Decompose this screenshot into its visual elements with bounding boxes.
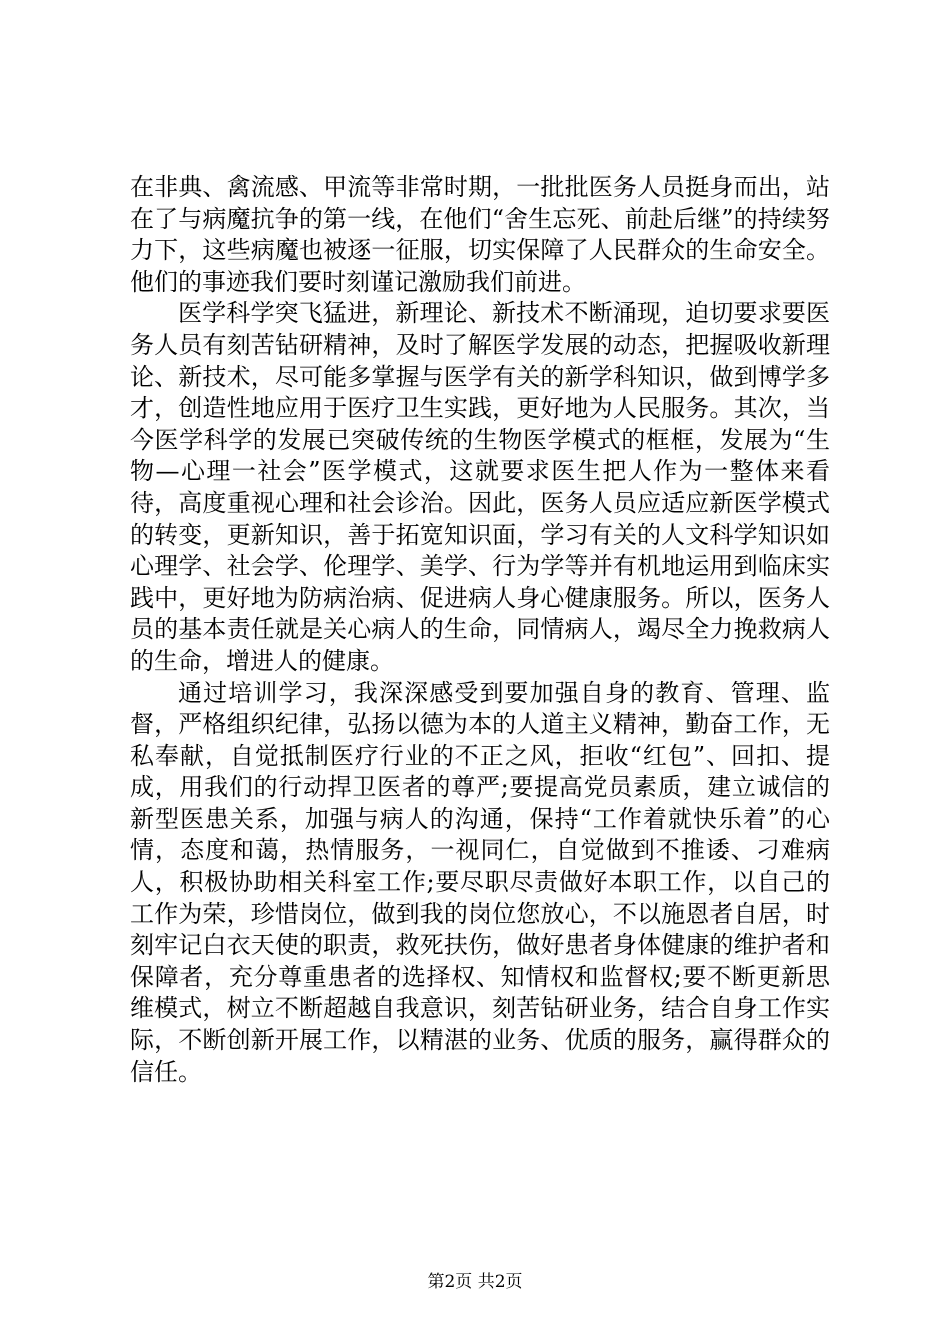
page-footer	[0, 1271, 950, 1293]
paragraph-3: 通过培训学习，我深深感受到要加强自身的教育、管理、监督，严格组织纪律，弘扬以德为本的人道主义精神，勤奋工作，无私奉献，自觉抵制医疗行业的不正之风，拒收“红包”、回扣、提成，用我们的行动捍卫医者的尊严;要提高党员素质，建立诚信的新型医患关系，加强与病人的沟通，保持“工作着就快乐着”的心情，态度和蔼，热情服务，一视同仁，自觉做到不推诿、刁难病人，积极协助相关科室工作;要尽职尽责做好本职工作，以自己的工作为荣，珍惜岗位，做到我的岗位您放心，不以施恩者自居，时刻牢记白衣天使的职责，救死扶伤，做好患者身体健康的维护者和保障者，充分尊重患者的选择权、知情权和监督权;要不断更新思维模式，树立不断超越自我意识，刻苦钻研业务，结合自身工作实际，不断创新开展工作，以精湛的业务、优质的服务，赢得群众的信任。	[130, 678, 830, 1086]
page-number: 第2页 共2页	[427, 1272, 523, 1292]
paragraph-2: 医学科学突飞猛进，新理论、新技术不断涌现，迫切要求要医务人员有刻苦钻研精神，及时了解医学发展的动态，把握吸收新理论、新技术，尽可能多掌握与医学有关的新学科知识，做到博学多才，创造性地应用于医疗卫生实践，更好地为人民服务。其次，当今医学科学的发展已突破传统的生物医学模式的框框，发展为“生物—心理一社会”医学模式，这就要求医生把人作为一整体来看待，高度重视心理和社会诊治。因此，医务人员应适应新医学模式的转变，更新知识，善于拓宽知识面，学习有关的人文科学知识如心理学、社会学、伦理学、美学、行为学等并有机地运用到临床实践中，更好地为防病治病、促进病人身心健康服务。所以，医务人员的基本责任就是关心病人的生命，同情病人，竭尽全力挽救病人的生命，增进人的健康。	[130, 299, 830, 675]
paragraph-1: 在非典、禽流感、甲流等非常时期，一批批医务人员挺身而出，站在了与病魔抗争的第一线，在他们“舍生忘死、前赴后继”的持续努力下，这些病魔也被逐一征服，切实保障了人民群众的生命安全。他们的事迹我们要时刻谨记激励我们前进。	[130, 173, 830, 296]
document-body	[130, 172, 830, 1088]
